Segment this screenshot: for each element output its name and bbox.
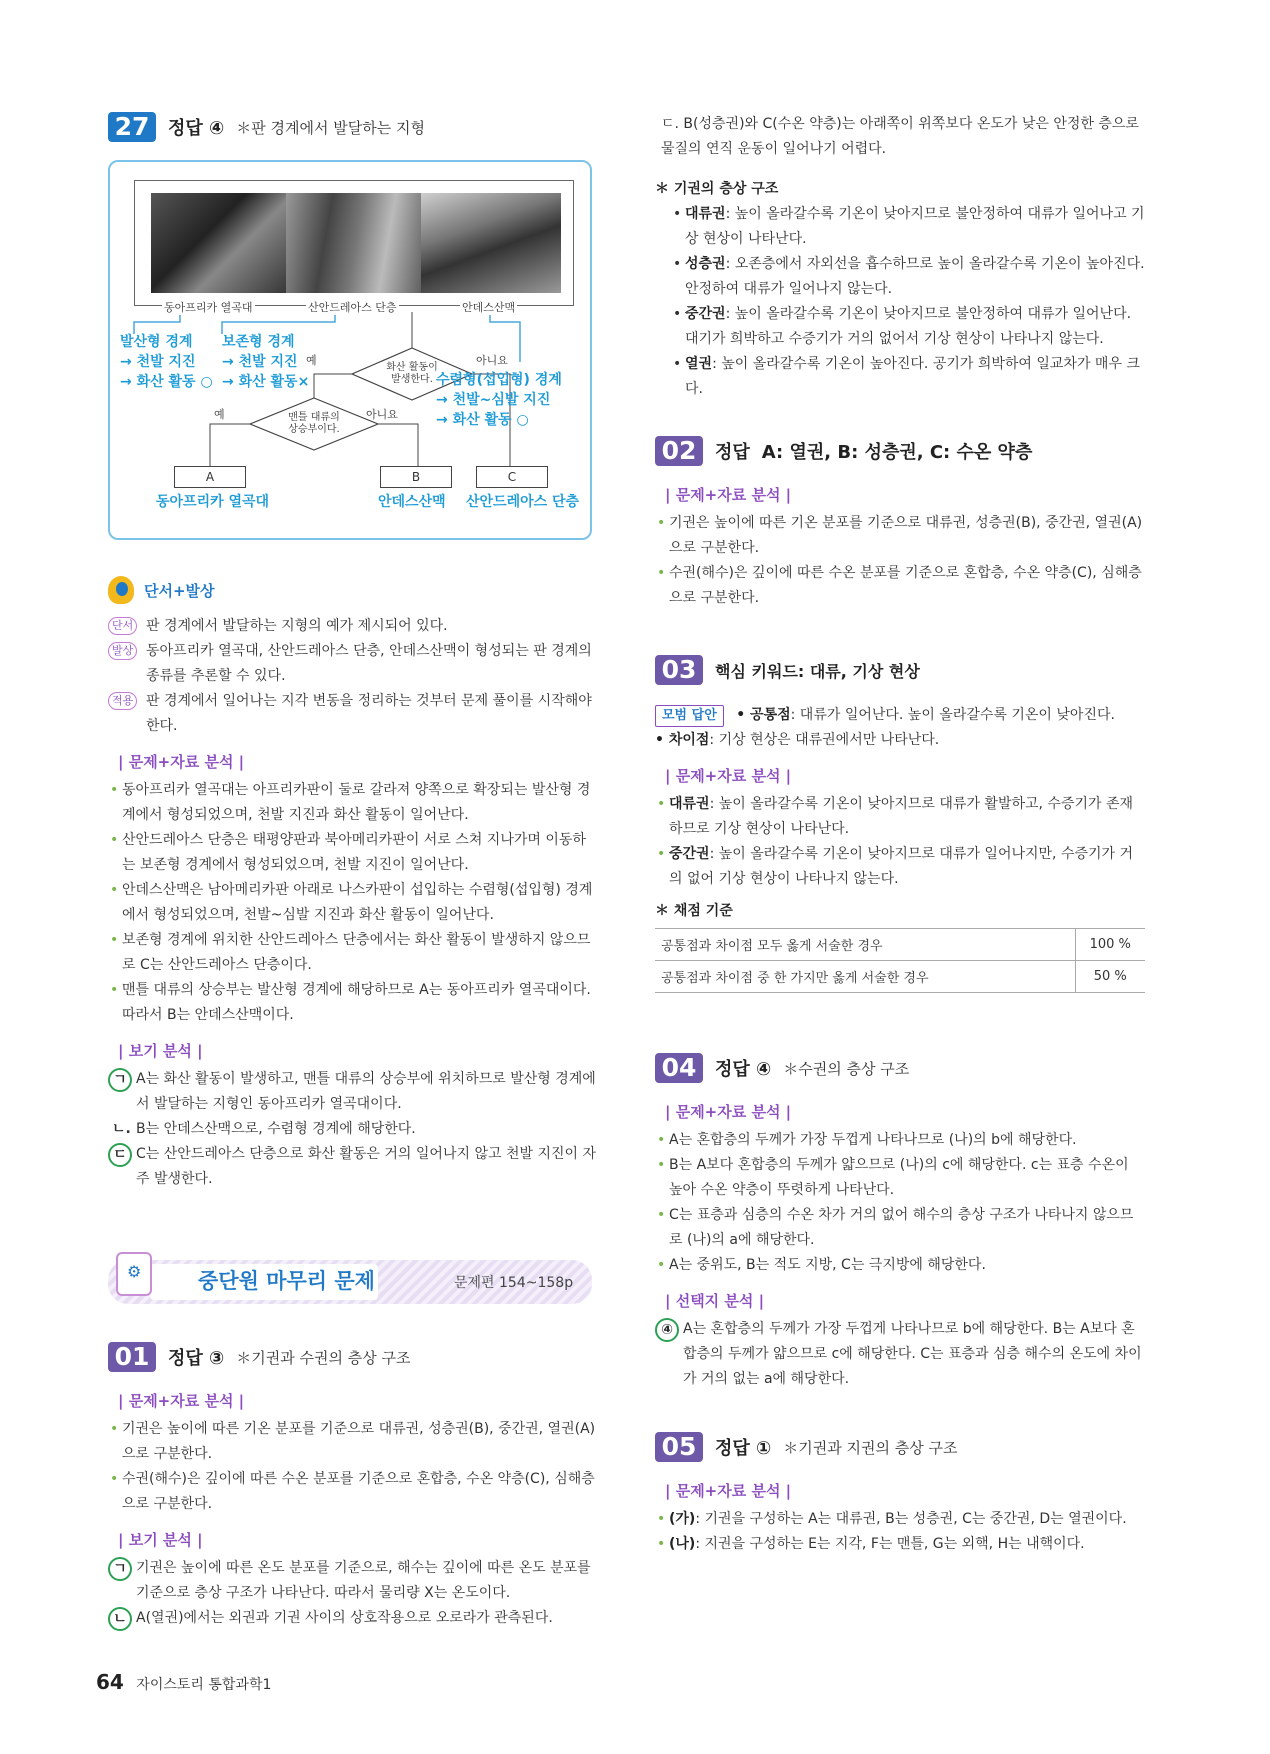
keyword: 핵심 키워드: 대류, 기상 현상 [715,661,920,681]
answer: 정답 ① [715,1438,772,1459]
idea-head-icon [108,576,134,604]
choice-item: ㄱ 기권은 높이에 따른 온도 분포를 기준으로, 해수는 깊이에 따른 온도 분포를 기준으로 층상 구조가 나타난다. 따라서 물리량 X는 온도이다. [108,1556,596,1606]
topic-note: ＊기권과 수권의 층상 구조 [236,1348,411,1367]
banner-pages: 문제편 154~158p [454,1275,574,1291]
topic-note: ＊수권의 층상 구조 [783,1059,910,1078]
divergent-boundary-note: 발산형 경계 → 천발 지진 → 화산 활동 ○ [120,334,213,390]
analysis-item: • 수권(해수)은 깊이에 따른 수온 분포를 기준으로 혼합층, 수온 약층(C), 심해층으로 구분한다. [655,561,1145,611]
analysis-item: • 산안드레아스 단층은 태평양판과 북아메리카판이 서로 스쳐 지나가며 이동하는 보존형 경계에서 형성되었으며, 천발 지진이 일어난다. [108,828,596,878]
analysis-item: • 기권은 높이에 따른 기온 분포를 기준으로 대류권, 성층권(B), 중간권, 열권(A)으로 구분한다. [655,511,1145,561]
q03-header [655,655,1145,685]
book-title: 자이스토리 통합과학1 [136,1677,272,1693]
question-number: 04 [655,1053,703,1083]
section-title: | 문제+자료 분석 | [665,486,792,504]
analysis-item: • 기권은 높이에 따른 기온 분포를 기준으로 대류권, 성층권(B), 중간권, 열권(A)으로 구분한다. [108,1417,596,1467]
analysis-item: • 수권(해수)은 깊이에 따른 수온 분포를 기준으로 혼합층, 수온 약층(C), 심해층으로 구분한다. [108,1467,596,1517]
left-column [108,112,596,1631]
q27-header [108,112,596,142]
hint-title: 단서+발상 [144,581,215,600]
section-title: | 문제+자료 분석 | [665,767,792,785]
analysis-item: • A는 혼합층의 두께가 가장 두껍게 나타나므로 (나)의 b에 해당한다. [655,1128,1145,1153]
notebook-icon [116,1252,152,1296]
choice-item: ㄴ A(열권)에서는 외권과 기권 사이의 상호작용으로 오로라가 관측된다. [108,1606,596,1631]
model-answer: 모범 답안 • 공통점: 대류가 일어난다. 높이 올라갈수록 기온이 낮아진다. [655,703,1145,728]
question-volcanic: 화산 활동이 발생한다. [386,362,438,385]
hint-row: 적용 판 경계에서 일어나는 지각 변동을 정리하는 것부터 문제 풀이를 시작해야 한다. [108,689,596,739]
score-table [655,928,1145,993]
box-b-label: 안데스산맥 [378,494,446,510]
q04-header [655,1053,1145,1083]
hint-row: 단서 판 경계에서 발달하는 지형의 예가 제시되어 있다. [108,614,596,639]
answer: 정답 ④ [715,1059,772,1080]
transform-boundary-note: 보존형 경계 → 천발 지진 → 화산 활동× [222,334,310,390]
choice-item: ㄷ C는 산안드레아스 단층으로 화산 활동은 거의 일어나지 않고 천발 지진이 자주 발생한다. [108,1142,596,1192]
answer-detail: A: 열권, B: 성층권, C: 수온 약층 [761,442,1033,463]
choice-item: ㄴ. B는 안데스산맥으로, 수렴형 경계에 해당한다. [112,1121,416,1137]
box-c-label: 산안드레아스 단층 [466,494,580,510]
page-number: 64 [96,1670,124,1694]
page-footer [96,1670,271,1694]
analysis-item: • (가): 기권을 구성하는 A는 대류권, B는 성층권, C는 중간권, D는 열권이다. [655,1507,1145,1532]
chapter-review-banner [108,1252,596,1302]
topic-note: ＊판 경계에서 발달하는 지형 [236,118,425,137]
structure-item: • 대류권: 높이 올라갈수록 기온이 낮아지므로 불안정하여 대류가 일어나고 기상 현상이 나타난다. [671,202,1145,252]
question-number: 27 [108,112,156,142]
banner-title: 중단원 마무리 문제 [198,1269,375,1293]
photo-label: 산안드레아스 단층 [308,301,397,314]
analysis-item: • 중간권: 높이 올라갈수록 기온이 낮아지므로 대류가 일어나지만, 수증기가 거의 없어 기상 현상이 나타나지 않는다. [655,842,1145,892]
yes-label: 예 [306,354,317,367]
analysis-item: • B는 A보다 혼합층의 두께가 얇으므로 (나)의 c에 해당한다. c는 표층 수온이 높아 수온 약층이 뚜렷하게 나타난다. [655,1153,1145,1203]
convergent-boundary-note: 수렴형(섭입형) 경계 → 천발~심발 지진 → 화산 활동 ○ [436,372,562,428]
no-label: 아니요 [476,354,508,367]
photo-label: 동아프리카 열곡대 [164,301,253,314]
q01-header [108,1342,596,1372]
structure-item: • 열권: 높이 올라갈수록 기온이 높아진다. 공기가 희박하여 일교차가 매우 크다. [671,352,1145,402]
structure-item: • 중간권: 높이 올라갈수록 기온이 낮아지므로 불안정하여 대류가 일어난다. 대기가 희박하고 수증기가 거의 없어서 기상 현상이 나타나지 않는다. [671,302,1145,352]
section-title: | 문제+자료 분석 | [665,1103,792,1121]
choice-item: ㄱ A는 화산 활동이 발생하고, 맨틀 대류의 상승부에 위치하므로 발산형 경계에서 발달하는 지형인 동아프리카 열곡대이다. [108,1067,596,1117]
right-column [655,112,1145,1557]
box-b: B [380,466,452,488]
topic-note: ＊기권과 지권의 층상 구조 [783,1438,958,1457]
choice-item: ④ A는 혼합층의 두께가 가장 두껍게 나타나므로 b에 해당한다. B는 A보다 혼합층의 두께가 얇으므로 c에 해당한다. C는 표층과 심층 해수의 온도에 차이가 거의 없는 a에 해당한다. [655,1317,1145,1392]
model-answer-2: • 차이점: 기상 현상은 대류권에서만 나타난다. [655,732,940,748]
analysis-item: • 안데스산맥은 남아메리카판 아래로 나스카판이 섭입하는 수렴형(섭입형) 경계에서 형성되었으며, 천발~심발 지진과 화산 활동이 일어난다. [108,878,596,928]
box-c: C [476,466,548,488]
q02-header [655,436,1145,466]
section-title: | 문제+자료 분석 | [118,1392,245,1410]
plate-boundary-figure [108,160,592,540]
box-a: A [174,466,246,488]
answer: 정답 [715,442,750,463]
section-title: | 보기 분석 | [118,1531,203,1549]
structure-title: ＊ 기권의 층상 구조 [655,181,779,197]
section-title: | 보기 분석 | [118,1042,203,1060]
question-upwelling: 맨틀 대류의 상승부이다. [288,412,340,435]
analysis-item: • 맨틀 대류의 상승부는 발산형 경계에 해당하므로 A는 동아프리카 열곡대이다. 따라서 B는 안데스산맥이다. [108,978,596,1028]
section-title: | 선택지 분석 | [665,1292,765,1310]
analysis-item: • 보존형 경계에 위치한 산안드레아스 단층에서는 화산 활동이 발생하지 않으므로 C는 산안드레아스 단층이다. [108,928,596,978]
answer: 정답 ④ [168,118,225,139]
analysis-item: • (나): 지권을 구성하는 E는 지각, F는 맨틀, G는 외핵, H는 내핵이다. [655,1532,1145,1557]
answer: 정답 ③ [168,1348,225,1369]
q05-header [655,1432,1145,1462]
analysis-item: • C는 표층과 심층의 수온 차가 거의 없어 해수의 층상 구조가 나타나지 않으므로 (나)의 a에 해당한다. [655,1203,1145,1253]
question-number: 02 [655,436,703,466]
q01-choice-c: ㄷ. B(성층권)와 C(수온 약층)는 아래쪽이 위쪽보다 온도가 낮은 안정한 층으로 물질의 연직 운동이 일어나기 어렵다. [661,116,1139,157]
yes-label: 예 [214,408,225,421]
table-row: 공통점과 차이점 중 한 가지만 옳게 서술한 경우 50 % [655,961,1145,993]
hint-header [108,576,596,604]
box-a-label: 동아프리카 열곡대 [156,494,270,510]
structure-item: • 성층권: 오존층에서 자외선을 흡수하므로 높이 올라갈수록 기온이 높아진다. 안정하여 대류가 일어나지 않는다. [671,252,1145,302]
photo-label: 안데스산맥 [462,301,516,314]
section-title: | 문제+자료 분석 | [118,753,245,771]
model-answer-tag: 모범 답안 [655,705,724,727]
no-label: 아니요 [366,408,398,421]
score-title: ＊ 채점 기준 [655,903,733,919]
analysis-item: • 동아프리카 열곡대는 아프리카판이 둘로 갈라져 양쪽으로 확장되는 발산형 경계에서 형성되었으며, 천발 지진과 화산 활동이 일어난다. [108,778,596,828]
question-number: 05 [655,1432,703,1462]
question-number: 01 [108,1342,156,1372]
question-number: 03 [655,655,703,685]
section-title: | 문제+자료 분석 | [665,1482,792,1500]
table-row: 공통점과 차이점 모두 옳게 서술한 경우 100 % [655,929,1145,961]
atmosphere-structure-box [655,176,1145,402]
analysis-item: • 대류권: 높이 올라갈수록 기온이 낮아지므로 대류가 활발하고, 수증기가 존재하므로 기상 현상이 나타난다. [655,792,1145,842]
hint-row: 발상 동아프리카 열곡대, 산안드레아스 단층, 안데스산맥이 형성되는 판 경계의 종류를 추론할 수 있다. [108,639,596,689]
analysis-item: • A는 중위도, B는 적도 지방, C는 극지방에 해당한다. [655,1253,1145,1278]
